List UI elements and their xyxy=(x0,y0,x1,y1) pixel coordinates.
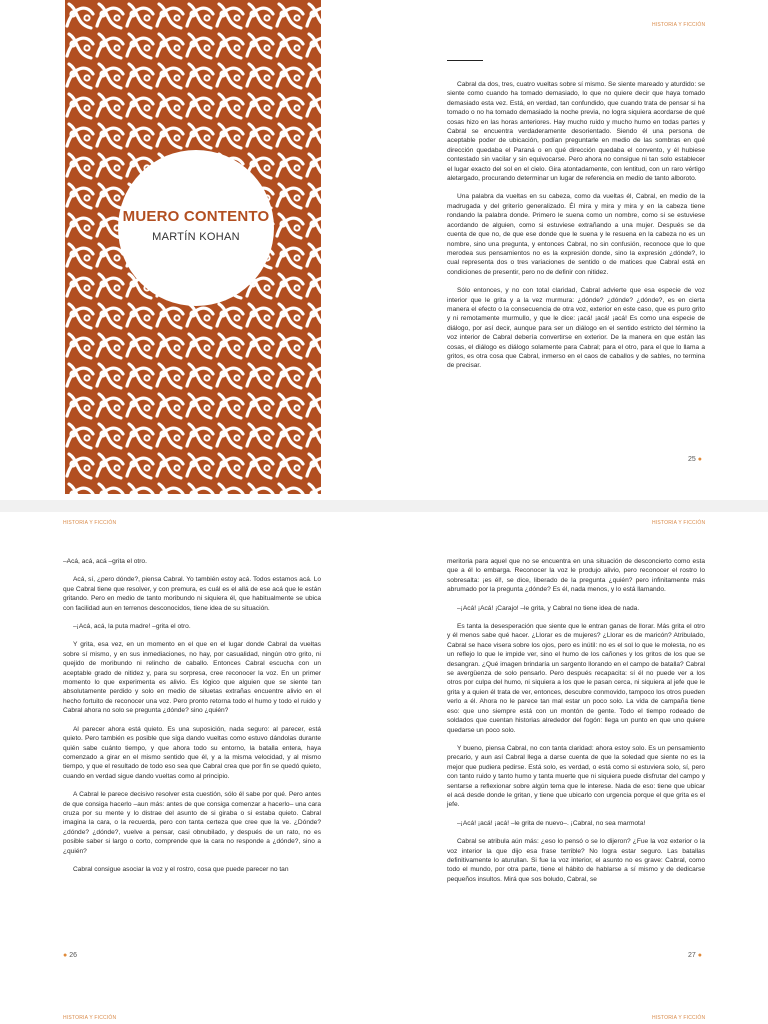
running-header: HISTORIA Y FICCIÓN xyxy=(652,22,706,28)
page-divider xyxy=(0,500,768,512)
page-number-25: 25 ● xyxy=(688,456,702,463)
page-26-text xyxy=(63,557,321,883)
page-number-26: ● 26 xyxy=(63,952,77,959)
paragraph: Cabral consigue asociar la voz y el rostro, cosa que puede parecer no tan xyxy=(73,865,289,873)
page-number-27: 27 ● xyxy=(688,952,702,959)
page-dot-icon: ● xyxy=(697,456,702,463)
running-footer-right: HISTORIA Y FICCIÓN xyxy=(652,1015,706,1021)
paragraph: Acá, sí, ¿pero dónde?, piensa Cabral. Yo también estoy acá. Todos estamos acá. Lo que Cabral tiene que resolver, y con premura, es cuál es el allá de ese acá que le están gritando. Pero en medio de tanto moribundo ni siquiera él, que habitualmente se ubica con facilidad aun en terrenos desconocidos, tiene idea de su situación. xyxy=(63,576,321,612)
cover-title: MUERO CONTENTO xyxy=(122,207,270,225)
paragraph: Es tanta la desesperación que siente que le entran ganas de llorar. Más grita el otro y él menos sabe qué hacer. ¿Llorar es de mujeres? ¿Llorar es de maricón? Atribulado, Cabral se hace visera sobre los ojos, pero es inútil: no es el sol lo que le molesta, no es un reflejo lo que le impide ver, sino el humo de los cañones y los gritos de los que se desangran. ¿Qué imagen brindaría un sargento llorando en el campo de batalla? Cabral se avergüenza de solo pensarlo. Pero después recapacita: sí él no puede ver a los otros por culpa del humo, ni siquiera a los que le pasan cerca, ni siquiera al jefe que le grita y a quien él trata de ver, entonces, descubre conmovido, tampoco los otros pueden verlo a él. Ahora no le parece tan mal estar un poco solo. La vida de campaña tiene eso: que uno siempre está con un montón de gente. Todo el tiempo rodeado de soldados que cuentan historias alrededor del fogón: llega un punto en que uno quiere quedarse un poco solo. xyxy=(447,623,705,734)
page-dot-icon: ● xyxy=(697,952,702,959)
header-rule xyxy=(447,60,483,61)
page-dot-icon: ● xyxy=(63,952,68,959)
paragraph: Una palabra da vueltas en su cabeza, como da vueltas él, Cabral, en medio de la madrugada y del griterío generalizado. Él mira y mira y mira y en la cabeza tiene rondando la palabra donde. Primero le suena como un nombre, como si se estuviese acordando de alguien, como si estuviese extrañando a una mujer. Después se da cuenta de que no, de que ese donde que le suena y le resuena en la cabeza no es un nombre, sino una pregunta, y entonces Cabral, no sin confusión, reconoce que lo que merodea sus pensamientos no es la expresión donde, sino la expresión ¿dónde?, lo cual representa dos o tres variaciones de sentido o de matices que Cabral está en condiciones de presentir, pero no de definir con nitidez. xyxy=(447,193,705,276)
paragraph: Cabral da dos, tres, cuatro vueltas sobre sí mismo. Se siente mareado y aturdido: se siente como cuando ha tomado demasiado, lo que no quiere decir que haya tomado demasiado esta vez. Está, en verdad, tan confundido, que cuando trata de pensar si ha tomado o no ha tomado demasiado la noche previa, no logra siquiera acordarse de qué cosas hizo en las horas anteriores. Hay mucho ruido y mucho humo en todas partes y Cabral se encuentra verdaderamente desorientado. Siendo él una persona de aceptable poder de ubicación, podían preguntarle en medio de las sombras en qué dirección quedaba el Paraná o en qué dirección quedaba el convento, y él hubiese contestado sin vacilar y sin equivocarse. Pero ahora no consigue ni tan solo establecer el lugar exacto del sol en el cielo. Gira atontadamente, con lentitud, con un raro vértigo aletargado, procurando determinar un lugar de referencia en medio de tanto alboroto. xyxy=(447,81,705,183)
page-27-text xyxy=(447,557,705,893)
page-25-text xyxy=(447,80,705,380)
paragraph: Y grita, esa vez, en un momento en el que en el lugar donde Cabral da vueltas sobre sí mismo, y en sus inmediaciones, no hay, por casualidad, ningún otro grito, ni quejido de moribundo ni relincho de caballo. Entonces Cabral escucha con un aceptable grado de nitidez y, para su sorpresa, cree reconocer la voz. En un primer momento lo que experimenta es alivio. Es lógico que alguien que se siente tan absolutamente perdido y solo en medio de siluetas extrañas encuentre alivio en el hecho fortuito de reconocer una voz. Pero pronto retorna todo el humo y todo el ruido y Cabral ahora no solo se pregunta ¿dónde? sino ¿quién? xyxy=(63,641,321,715)
book-cover xyxy=(65,0,321,494)
cover-title-circle xyxy=(118,150,274,306)
running-header-right: HISTORIA Y FICCIÓN xyxy=(652,520,706,526)
paragraph: –¡Acá! ¡acá! ¡acá! –le grita de nuevo–. ¡Cabral, no sea marmota! xyxy=(457,819,646,827)
page-spread-bottom xyxy=(0,512,768,1024)
page-spread-top xyxy=(0,0,768,500)
paragraph: –¡Acá! ¡Acá! ¡Carajo! –le grita, y Cabral no tiene idea de nada. xyxy=(457,604,640,612)
paragraph: –¡Acá, acá, la puta madre! –grita el otro. xyxy=(73,623,191,631)
paragraph: Cabral se atribula aún más: ¿eso lo pensó o se lo dijeron? ¿Fue la voz exterior o la voz interior la que dijo esa frase terrible? No logra estar seguro. Las batallas definitivamente lo aturullan. Si fue la voz interior, el asunto no es grave: Cabral, como todo el mundo, por otra parte, tiene el hábito de hablarse a sí mismo y de dedicarse pequeños insultos. Mirá que sos boludo, Cabral, se xyxy=(447,838,705,883)
paragraph: meritoria para aquel que no se encuentra en una situación de desconcierto como esta que a él lo embarga. Reconocer la voz le produjo alivio, pero reconocer el rostro lo sobresalta: ¡es él!, se dice, liberado de la pregunta ¿quién? pero infinitamente más abrumado por la pregunta ¿dónde? Es él, nada menos, y lo está llamando. xyxy=(447,558,705,594)
paragraph: Sólo entonces, y no con total claridad, Cabral advierte que esa especie de voz interior que le grita y a la vez murmura: ¿dónde? ¿dónde? ¿dónde?, es en cierta manera el efecto o la consecuencia de otra voz, exterior en este caso, que es puro grito y ni remotamente murmullo, y que le dice: ¡acá! ¡acá! ¡acá! Es como una especie de diálogo, por así decir, aunque para ser un diálogo en el sentido estricto del término la voz interior de Cabral debería convertirse en exterior. De la manera en que están las cosas, el diálogo es diálogo solamente para Cabral; para el otro, para el que lo llama a gritos, es otra cosa que Cabral, inmerso en el caos de caballos y de sables, no termina de precisar. xyxy=(447,287,705,370)
paragraph: A Cabral le parece decisivo resolver esta cuestión, sólo él sabe por qué. Pero antes de que consiga hacerlo –aun más: antes de que consiga comenzar a hacerlo– una cara cruza por su mente y lo distrae del asunto de si giraba o si estaba quieto. Cabral imagina la cara, o la recuerda, pero con tanta certeza que cree que la ve. ¿Dónde? ¿dónde? ¿dónde?, vuelve a pensar, casi obnubilado, y después de un rato, no es posible saber si largo o corto, comprende que la cara no responde a ¿dónde?, sino a ¿quién? xyxy=(63,791,321,855)
running-footer-left: HISTORIA Y FICCIÓN xyxy=(63,1015,117,1021)
paragraph: Y bueno, piensa Cabral, no con tanta claridad: ahora estoy solo. Es un pensamiento precario, y aun así Cabral llega a darse cuenta de que la soledad que siente no es la mejor que pudiera pedirse. Está solo, es verdad, o está como si estuviera solo, sí, pero con tanto ruido y tanto humo y tanta muerte que ni siquiera puede disfrutar del campo y sentarse a reflexionar sobre algún tema que le interese. Nada de eso: tiene que ubicar el acá desde donde le gritan, y tiene que ubicarlo con urgencia porque el que grita es el jefe. xyxy=(447,744,705,809)
cover-author: MARTÍN KOHAN xyxy=(152,230,240,243)
paragraph: Al parecer ahora está quieto. Es una suposición, nada seguro: al parecer, está quieto. Pero también es posible que siga dando vueltas como estuvo dándolas durante quién sabe cuánto tiempo, y que ahora todo su entorno, la batalla entera, haya comenzado a girar en el mismo sentido que él, y a la misma velocidad, y al mismo tiempo, y que el resultado de todo eso sea que Cabral crea que por fin se quedó quieto, cuando en verdad sigue dando vueltas como al principio. xyxy=(63,725,321,780)
running-header-left: HISTORIA Y FICCIÓN xyxy=(63,520,117,526)
paragraph: –Acá, acá, acá –grita el otro. xyxy=(63,558,147,565)
